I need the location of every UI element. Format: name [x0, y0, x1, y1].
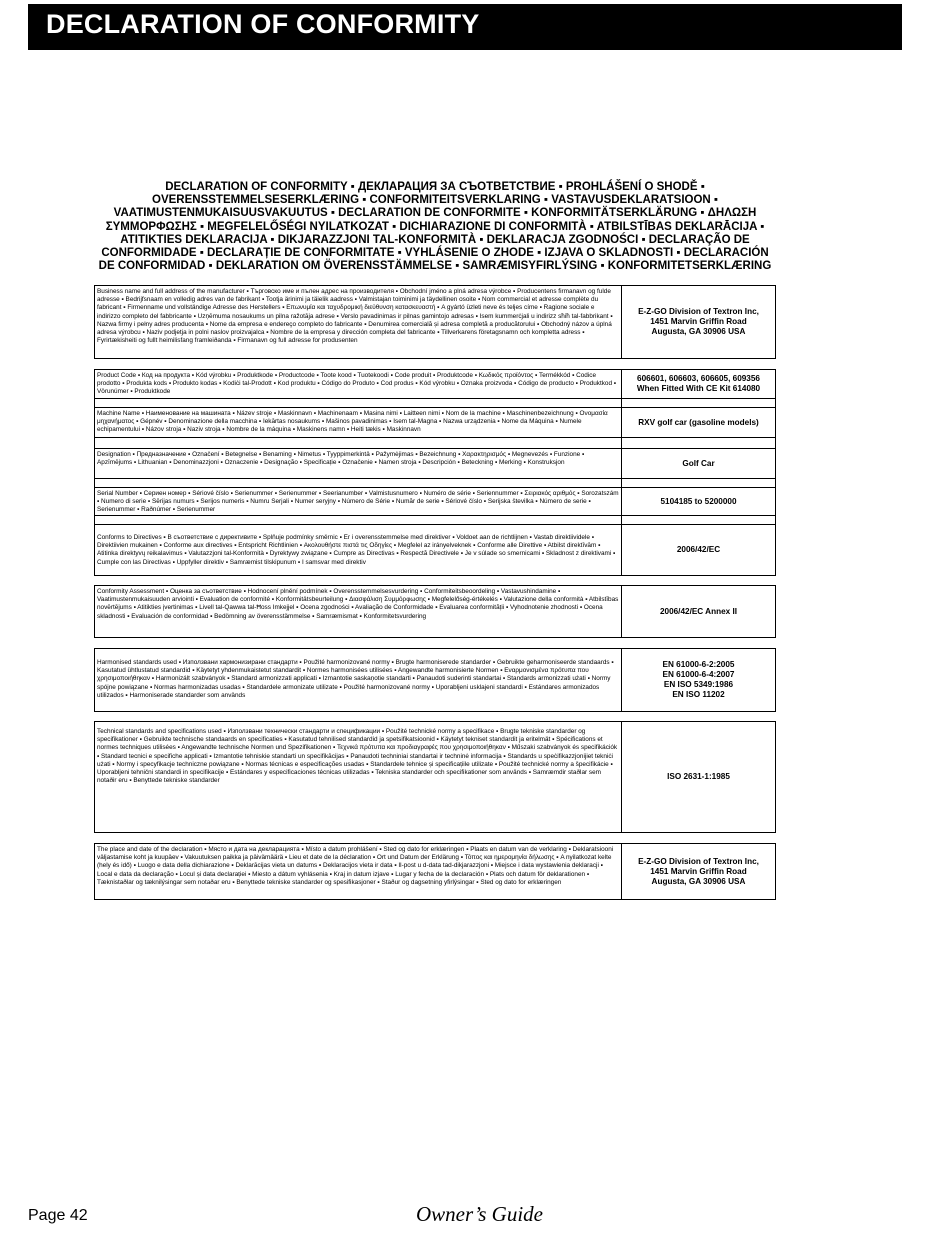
row-label: Harmonised standards used ▪ Използвани хармонизирани стандарти ▪ Použité harmonizované normy ▪ Brugte harmoniserede standarder ▪ Gebruikte geharmoniseerde standaards ▪ Kasutatud ühtlustatud standardid ▪ Käytetyt yhdenmukaistetut standardit ▪ Normes harmonisées utilisées ▪ Angewandte harmonisierte Normen ▪ Εναρμονισμένα πρότυπα που χρησιμοποιήθηκαν ▪ Harmonizált szabványok ▪ Standard armonizzati applicati ▪ Izmantotie saskaņotie standarti ▪ Panaudoti suderinti standartai ▪ Standards armonizzati użati ▪ Normy spójne powiązane ▪ Normas harmonizadas usadas ▪ Standardele armonizate utilizate ▪ Použité harmonizované normy ▪ Uporabljeni usklajeni standardi ▪ Estándares armonizados utilizados ▪ Harmoniserade standarder som används [95, 649, 622, 711]
page-header-title: DECLARATION OF CONFORMITY [46, 9, 480, 39]
declaration-row-technical-standards [94, 721, 776, 833]
declaration-row-manufacturer [94, 285, 776, 359]
declaration-row-harmonised-standards [94, 648, 776, 712]
declaration-row-machine-name [94, 407, 776, 438]
header-bar [28, 4, 902, 50]
row-value: Golf Car [682, 458, 715, 468]
declaration-row-place-date [94, 843, 776, 900]
row-label: The place and date of the declaration ▪ Място и дата на декларацията ▪ Místo a datum prohlášení ▪ Sted og dato for erklæringen ▪ Plaats en datum van de verklaring ▪ Deklaratsiooni väljastamise koht ja kuupäev ▪ Vakuutuksen paikka ja päivämäärä ▪ Lieu et date de la déclaration ▪ Ort und Datum der Erklärung ▪ Τόπος και ημερομηνία δήλωσης ▪ A nyilatkozat kelte (hely és idő) ▪ Luogo e data della dichiarazione ▪ Deklarācijas vieta un datums ▪ Deklaracijos vieta ir data ▪ Il-post u d-data tad-dikjarazzjoni ▪ Miejsce i data wystawienia deklaracji ▪ Local e data da declaração ▪ Locul și data declarației ▪ Miesto a dátum vyhlásenia ▪ Kraj in datum izjave ▪ Lugar y fecha de la declaración ▪ Plats och datum för deklarationen ▪ Tæknistaðlar og tæknilýsingar sem notaðar eru ▪ Benyttede tekniske standarder og spesifikasjoner ▪ Staður og dagsetning yfirlýsingar ▪ Sted og dato for erklæringen [95, 844, 622, 899]
spacer-cell [95, 399, 622, 407]
spacer-cell [95, 516, 622, 524]
row-label: Serial Number ▪ Сериен номер ▪ Sériové číslo ▪ Serienummer ▪ Serienummer ▪ Seerianumber ▪ Valmistusnumero ▪ Numéro de série ▪ Seriennummer ▪ Σειριακός αριθμός ▪ Sorozatszám ▪ Numero di serie ▪ Sērijas numurs ▪ Serijos numeris ▪ Numru Serjali ▪ Numer seryjny ▪ Número de Série ▪ Număr de serie ▪ Sériové číslo ▪ Serijska številka ▪ Número de serie ▪ Serienummer ▪ Raðnúmer ▪ Serienummer [95, 488, 622, 515]
declaration-row-product-code [94, 369, 776, 399]
row-label: Conforms to Directives ▪ В съответствие с директивите ▪ Splňuje podmínky směrnic ▪ Er i overensstemmelse med direktiver ▪ Voldoet aan de richtlijnen ▪ Vastab direktiividele ▪ Direktiivien mukainen ▪ Conforme aux directives ▪ Entspricht Richtlinien ▪ Ακολουθήστε πιστά τις Οδηγίες ▪ Megfelel az irányelveknek ▪ Conforme alle Direttive ▪ Atbilst direktīvām ▪ Atitinka direktyvų reikalavimus ▪ Valutazzjoni tal-Konformità ▪ Dyrektywy związane ▪ Cumpre as Directivas ▪ Respectă Directivele ▪ Je v súlade so smernicami ▪ Skladnost z direktivami ▪ Cumple con las Directivas ▪ Uppfyller direktiv ▪ Samræmist tilskipunum ▪ I samsvar med direktiv [95, 525, 622, 575]
row-value: EN 61000-6-2:2005 EN 61000-6-4:2007 EN ISO 5349:1986 EN ISO 11202 [662, 660, 735, 699]
declaration-row-designation [94, 448, 776, 479]
spacer-cell [622, 479, 775, 487]
row-label: Machine Name ▪ Наименование на машината ▪ Název stroje ▪ Maskinnavn ▪ Machinenaam ▪ Masina nimi ▪ Laitteen nimi ▪ Nom de la machine ▪ Maschinenbezeichnung ▪ Ονομασία μηχανήματος ▪ Gépnév ▪ Denominazione della macchina ▪ Iekārtas nosaukums ▪ Mašinos pavadinimas ▪ Isem tal-Magna ▪ Nazwa urządzenia ▪ Nome da Máquina ▪ Numele echipamentului ▪ Názov stroja ▪ Naziv stroja ▪ Nombre de la máquina ▪ Maskinens namn ▪ Heiti tækis ▪ Maskinnavn [95, 408, 622, 437]
spacer-cell [95, 438, 622, 448]
declaration-heading: DECLARATION OF CONFORMITY ▪ ДЕКЛАРАЦИЯ ЗА СЪОТВЕТСТВИЕ ▪ PROHLÁŠENÍ O SHODĚ ▪ OVERENSSTEMMELSESERKLÆRING ▪ CONFORMITEITSVERKLARING ▪ VASTAVUSDEKLARATSIOON ▪ VAATIMUSTENMUKAISUUSVAKUUTUS ▪ DECLARATION DE CONFORMITE ▪ KONFORMITÄTSERKLÄRUNG ▪ ΔΗΛΩΣΗ ΣΥΜΜΟΡΦΩΣΗΣ ▪ MEGFELELŐSÉGI NYILATKOZAT ▪ DICHIARAZIONE DI CONFORMITÀ ▪ ATBILSTĪBAS DEKLARĀCIJA ▪ ATITIKTIES DEKLARACIJA ▪ DIKJARAZZJONI TAL-KONFORMITÀ ▪ DEKLARACJA ZGODNOŚCI ▪ DECLARAÇÃO DE CONFORMIDADE ▪ DECLARAȚIE DE CONFORMITATE ▪ VYHLÁSENIE O ZHODE ▪ IZJAVA O SKLADNOSTI ▪ DECLARACIÓN DE CONFORMIDAD ▪ DEKLARATION OM ÖVERENSSTÄMMELSE ▪ SAMRÆMISYFIRLÝSING ▪ KONFORMITETSERKLÆRING [98, 181, 772, 273]
row-label: Designation ▪ Предназначение ▪ Označení ▪ Betegnelse ▪ Benaming ▪ Nimetus ▪ Tyyppimerkintä ▪ Pažymėjimas ▪ Bezeichnung ▪ Χαρακτηρισμός ▪ Megnevezés ▪ Funzione ▪ Apzīmējums ▪ Lithuanian ▪ Denominazzjoni ▪ Oznaczenie ▪ Designação ▪ Specificație ▪ Označenie ▪ Namen stroja ▪ Descripción ▪ Beteckning ▪ Merking ▪ Konstruksjon [95, 449, 622, 478]
row-value: 2006/42/EC Annex II [659, 606, 738, 616]
row-label: Conformity Assessment ▪ Оценка за съответствие ▪ Hodnocení plnění podmínek ▪ Overensstemmelsesvurdering ▪ Conformiteitsbeoordeling ▪ Vastavushindamine ▪ Vaatimustenmukaisuuden arviointi ▪ Evaluation de conformité ▪ Konformitätsbeurteilung ▪ Διασφάλιση Συμμόρφωσης ▪ Megfelelőség-értékelés ▪ Valutazione della conformità ▪ Atbilstības novērtējums ▪ Atitikties įvertinimas ▪ Livell tal-Qawwa tal-Ħoss Imkejjel ▪ Ocena zgodności ▪ Avaliação de Conformidade ▪ Evaluarea conformității ▪ Vyhodnotenie zhodnosti ▪ Ocena skladnosti ▪ Evaluación de conformidad ▪ Bedömning av överensstämmelse ▪ Samræmismat ▪ Konformitetsvurdering [95, 586, 622, 637]
declaration-row-conformity-assessment [94, 585, 776, 638]
row-value: RXV golf car (gasoline models) [638, 417, 759, 427]
declaration-row-directives [94, 524, 776, 576]
row-value: ISO 2631-1:1985 [667, 772, 730, 781]
row-label: Technical standards and specifications used ▪ Използвани технически стандарти и спецификации ▪ Použité technické normy a specifikace ▪ Brugte tekniske standarder og specifikationer ▪ Gebruikte technische standaards en specificaties ▪ Kasutatud tehnilised standardid ja spetsifikatsioonid ▪ Käytetyt tekniset standardit ja eritelmät ▪ Spécifications et normes techniques utilisées ▪ Angewandte technische Normen und Spezifikationen ▪ Τεχνικά πρότυπα και προδιαγραφές που χρησιμοποιήθηκαν ▪ Műszaki szabványok és specifikációk ▪ Standard tecnici e specifiche applicati ▪ Izmantotie tehniskie standarti un specifikācijas ▪ Panaudoti techniniai standartai ir techninė informacija ▪ Standards u speċifikazzjonijiet tekniċi użati ▪ Normy i specyfikacje techniczne powiązane ▪ Normas técnicas e especificações usadas ▪ Standardele tehnice și specificațiile utilizate ▪ Použité technické normy a špecifikácie ▪ Uporabljeni tehnični standardi in specifikacije ▪ Estándares y especificaciones técnicas utilizadas ▪ Tekniska standarder och specifikationer som används ▪ Samræmdir staðlar sem notaðir eru ▪ Benyttede tekniske standarder [95, 722, 622, 832]
declaration-row-serial-number [94, 487, 776, 516]
page-number: Page 42 [28, 1207, 88, 1224]
row-label: Business name and full address of the manufacturer ▪ Търговско име и пълен адрес на производителя ▪ Obchodní jméno a plná adresa výrobce ▪ Producentens firmanavn og fulde adresse ▪ Bedrijfsnaam en volledig adres van de fabrikant ▪ Tootja ärinimi ja täielik aadress ▪ Valmistajan toiminimi ja täydellinen osoite ▪ Nom commercial et adresse complète du fabricant ▪ Firmenname und vollständige Adresse des Herstellers ▪ Επωνυμία και ταχυδρομική διεύθυνση κατασκευαστή ▪ A gyártó üzleti neve és teljes címe ▪ Ragione sociale e indirizzo completo del fabbricante ▪ Uzņēmuma nosaukums un pilna ražotāja adrese ▪ Verslo pavadinimas ir pilnas gamintojo adresas ▪ Isem kummerċjali u indirizz sħiħ tal-fabbrikant ▪ Nazwa firmy i pełny adres producenta ▪ Nome da empresa e endereço completo do fabricante ▪ Denumirea comercială și adresa completă a producătorului ▪ Obchodný názov a úplná adresa výrobcu ▪ Naziv podjetja in polni naslov proizvajalca ▪ Nombre de la empresa y dirección completa del fabricante ▪ Tillverkarens företagsnamn och kompletta adress ▪ Fyrirtækisheiti og fullt heimilisfang framleiðanda ▪ Firmanavn og full adresse for produsenten [95, 286, 622, 358]
row-value: 5104185 to 5200000 [660, 496, 737, 506]
row-value: E-Z-GO Division of Textron Inc, 1451 Marvin Griffin Road Augusta, GA 30906 USA [638, 307, 759, 336]
spacer-cell [622, 399, 775, 407]
row-value: 606601, 606603, 606605, 609356 When Fitted With CE Kit 614080 [636, 374, 761, 393]
spacer-cell [622, 516, 775, 524]
footer-guide-title: Owner’s Guide [416, 1202, 543, 1226]
row-value: E-Z-GO Division of Textron Inc, 1451 Marvin Griffin Road Augusta, GA 30906 USA [638, 856, 759, 886]
spacer-cell [622, 438, 775, 448]
row-label: Product Code ▪ Код на продукта ▪ Kód výrobku ▪ Produktkode ▪ Productcode ▪ Toote kood ▪ Tuotekoodi ▪ Code produit ▪ Produktcode ▪ Κωδικός προϊόντος ▪ Termékkód ▪ Codice prodotto ▪ Produkta kods ▪ Produkto kodas ▪ Kodiċi tal-Prodott ▪ Kod produktu ▪ Código do Produto ▪ Cod produs ▪ Kód výrobku ▪ Oznaka proizvoda ▪ Código de producto ▪ Produktkod ▪ Vörunúmer ▪ Produktkode [95, 370, 622, 398]
spacer-cell [95, 479, 622, 487]
row-value: 2006/42/EC [676, 545, 721, 554]
